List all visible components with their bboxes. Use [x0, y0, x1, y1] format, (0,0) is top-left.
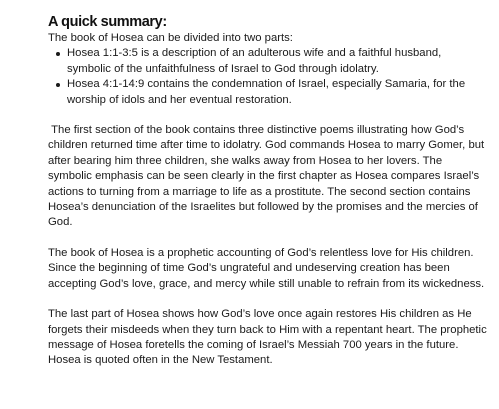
- body-paragraph: The last part of Hosea shows how God’s love once again restores His children as He forgets their misdeeds when they turn back to Him with a repentant heart. The prophetic message of Hosea foretells the coming of Israel’s Messiah 700 years in the future. Hosea is quoted often in the New Testament.: [48, 308, 487, 367]
- summary-bullet-text: Hosea 1:1-3:5 is a description of an adulterous wife and a faithful husband, symbolic of the unfaithfulness of Israel to God through idolatry.: [67, 47, 442, 75]
- spacer: [48, 231, 488, 246]
- summary-intro: The book of Hosea can be divided into two parts:: [48, 32, 293, 44]
- body-paragraph: The book of Hosea is a prophetic accounting of God’s relentless love for His children. Since the beginning of time God’s ungrateful and undeserving creation has been accepting God’s love, grace, and mercy while still unable to refrain from its wickedness.: [48, 246, 485, 290]
- summary-heading: A quick summary:: [48, 14, 167, 30]
- spacer: [48, 292, 488, 307]
- summary-bullet-text: Hosea 4:1-14:9 contains the condemnation of Israel, especially Samaria, for the worship of idols and her eventual restoration.: [67, 78, 466, 106]
- body-paragraph: The first section of the book contains three distinctive poems illustrating how God’s children returned time after time to idolatry. God commands Hosea to marry Gomer, but after bearing him three children, she walks away from Hosea to her lovers. The symbolic emphasis can be seen clearly in the first chapter as Hosea compares Israel’s actions to turning from a marriage to life as a prostitute. The second section contains Hosea’s denunciation of the Israelites but followed by the promises and the mercies of God.: [48, 124, 488, 229]
- summary-bullet-item: [67, 77, 488, 108]
- spacer: [48, 108, 488, 123]
- summary-bullet-item: [67, 46, 488, 77]
- bullet-dot-icon: [56, 52, 60, 56]
- summary-bullet-list: [48, 46, 488, 108]
- document-page: [48, 14, 488, 369]
- bullet-dot-icon: [56, 83, 60, 87]
